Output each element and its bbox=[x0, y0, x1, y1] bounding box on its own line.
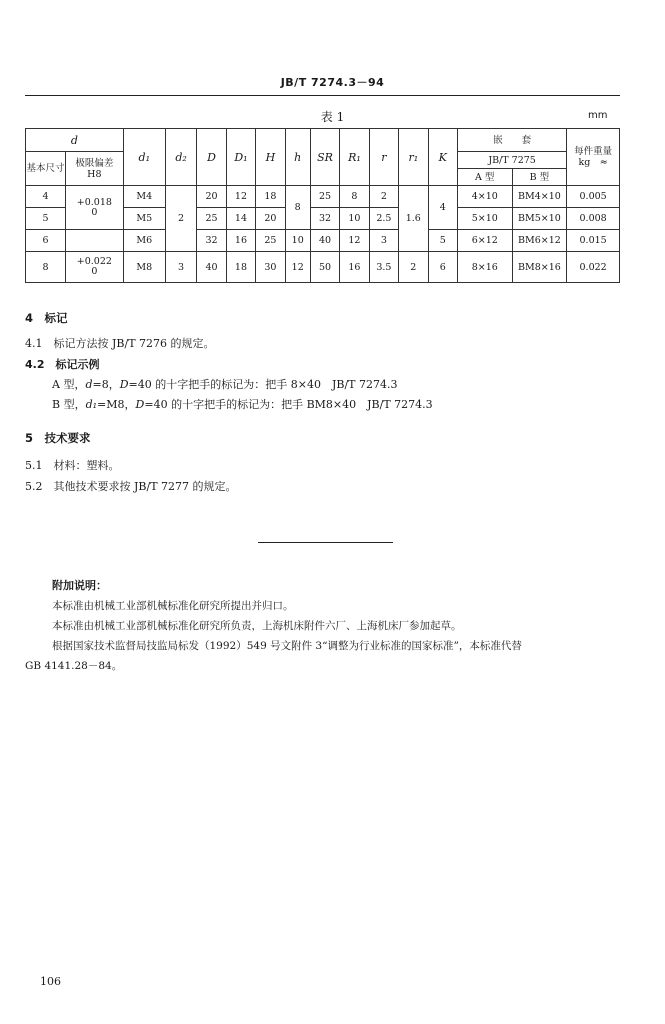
cell-SR: 40 bbox=[310, 230, 339, 252]
note-line-3: 根据国家技术监督局技监局标发（1992）549 号文附件 3“调整为行业标准的国家标准”，本标准代替 bbox=[52, 640, 522, 652]
section-4-1: 4.1 标记方法按 JB/T 7276 的规定。 bbox=[25, 337, 215, 350]
cell-D1: 12 bbox=[226, 186, 255, 208]
example-b-var2: D bbox=[135, 398, 145, 411]
header-d2: d₂ bbox=[165, 129, 197, 186]
section-5-1: 5.1 材料：塑料。 bbox=[25, 459, 120, 472]
cell-d1: M8 bbox=[123, 252, 165, 283]
cell-d1: M6 bbox=[123, 230, 165, 252]
notes-title: 附加说明： bbox=[52, 579, 107, 592]
cell-insert-b: BM6×12 bbox=[512, 230, 567, 252]
cell-R1: 16 bbox=[340, 252, 369, 283]
table-row bbox=[26, 252, 620, 283]
header-d-basic: 基本尺寸 bbox=[26, 152, 66, 186]
cell-tol-empty bbox=[65, 230, 123, 252]
cell-d2-group: 2 bbox=[165, 186, 197, 252]
header-d: d bbox=[26, 129, 124, 152]
header-d-tol-label: 极限偏差 bbox=[75, 157, 114, 169]
header-d-tol-grade: H8 bbox=[87, 168, 102, 180]
cell-tol-large bbox=[65, 252, 123, 283]
cell-r: 3.5 bbox=[369, 252, 398, 283]
cell-r: 3 bbox=[369, 230, 398, 252]
cell-tol-small bbox=[65, 186, 123, 230]
cell-insert-a: 6×12 bbox=[457, 230, 512, 252]
tol-small-upper: +0.018 bbox=[76, 196, 112, 208]
cell-D: 40 bbox=[197, 252, 226, 283]
tol-large-upper: +0.022 bbox=[76, 256, 112, 267]
cell-SR: 50 bbox=[310, 252, 339, 283]
cell-insert-a: 5×10 bbox=[457, 208, 512, 230]
cell-R1: 12 bbox=[340, 230, 369, 252]
cell-h: 12 bbox=[285, 252, 310, 283]
header-d-tol bbox=[65, 152, 123, 186]
header-D: D bbox=[197, 129, 226, 186]
cell-h: 10 bbox=[285, 230, 310, 252]
cell-weight: 0.005 bbox=[567, 186, 620, 208]
cell-d: 5 bbox=[26, 208, 66, 230]
cell-H: 20 bbox=[256, 208, 285, 230]
section-5-2: 5.2 其他技术要求按 JB/T 7277 的规定。 bbox=[25, 480, 237, 493]
cell-D: 25 bbox=[197, 208, 226, 230]
table-title: 表 1 bbox=[320, 110, 345, 124]
marking-example-b bbox=[52, 396, 433, 412]
example-a-post: =40 的十字把手的标记为：把手 8×40 JB/T 7274.3 bbox=[128, 378, 398, 391]
cell-weight: 0.022 bbox=[567, 252, 620, 283]
header-r: r bbox=[369, 129, 398, 186]
header-insert-std: JB/T 7275 bbox=[457, 152, 566, 169]
header-d1: d₁ bbox=[123, 129, 165, 186]
table-row bbox=[26, 186, 620, 208]
cell-K: 5 bbox=[428, 230, 457, 252]
section-divider bbox=[258, 542, 393, 543]
cell-SR: 25 bbox=[310, 186, 339, 208]
cell-weight: 0.008 bbox=[567, 208, 620, 230]
cell-d1: M5 bbox=[123, 208, 165, 230]
note-line-1: 本标准由机械工业部机械标准化研究所提出并归口。 bbox=[52, 600, 294, 612]
cell-r: 2.5 bbox=[369, 208, 398, 230]
section-4-2: 4.2 标记示例 bbox=[25, 358, 100, 371]
cell-D1: 16 bbox=[226, 230, 255, 252]
cell-insert-a: 4×10 bbox=[457, 186, 512, 208]
cell-d2: 3 bbox=[165, 252, 197, 283]
example-a-var2: D bbox=[119, 378, 129, 391]
cell-R1: 10 bbox=[340, 208, 369, 230]
header-weight-label: 每件重量 bbox=[574, 146, 613, 157]
header-K: K bbox=[428, 129, 457, 186]
table-row bbox=[26, 230, 620, 252]
note-line-4: GB 4141.28－84。 bbox=[25, 660, 123, 672]
section-4-title: 4 标记 bbox=[25, 311, 68, 325]
header-weight-unit: kg ≈ bbox=[578, 157, 608, 168]
header-D1: D₁ bbox=[226, 129, 255, 186]
tol-large-lower: 0 bbox=[91, 266, 98, 277]
header-H: H bbox=[256, 129, 285, 186]
cell-weight: 0.015 bbox=[567, 230, 620, 252]
cell-r: 2 bbox=[369, 186, 398, 208]
cell-R1: 8 bbox=[340, 186, 369, 208]
cell-D1: 14 bbox=[226, 208, 255, 230]
cell-D1: 18 bbox=[226, 252, 255, 283]
cell-K: 6 bbox=[428, 252, 457, 283]
header-R1: R₁ bbox=[340, 129, 369, 186]
cell-r1: 2 bbox=[399, 252, 428, 283]
example-b-post: =40 的十字把手的标记为：把手 BM8×40 JB/T 7274.3 bbox=[144, 398, 433, 411]
header-SR: SR bbox=[310, 129, 339, 186]
dimension-table bbox=[25, 128, 620, 283]
example-a-var1: d bbox=[85, 378, 93, 391]
header-insert-title: 嵌 套 bbox=[493, 134, 532, 146]
header-h: h bbox=[285, 129, 310, 186]
header-r1: r₁ bbox=[399, 129, 428, 186]
page-number: 106 bbox=[40, 975, 61, 988]
cell-insert-a: 8×16 bbox=[457, 252, 512, 283]
cell-d: 6 bbox=[26, 230, 66, 252]
section-5-title: 5 技术要求 bbox=[25, 431, 91, 445]
marking-example-a bbox=[52, 376, 398, 392]
cell-D: 32 bbox=[197, 230, 226, 252]
example-b-pre: B 型， bbox=[52, 398, 86, 411]
tol-small-lower: 0 bbox=[91, 206, 98, 218]
cell-h-group: 8 bbox=[285, 186, 310, 230]
header-weight bbox=[567, 129, 620, 186]
cell-d: 4 bbox=[26, 186, 66, 208]
example-b-var1: d₁ bbox=[85, 398, 98, 411]
cell-insert-b: BM8×16 bbox=[512, 252, 567, 283]
cell-r1-group: 1.6 bbox=[399, 186, 428, 252]
cell-H: 25 bbox=[256, 230, 285, 252]
example-a-mid: =8， bbox=[92, 378, 120, 391]
example-a-pre: A 型， bbox=[52, 378, 86, 391]
cell-SR: 32 bbox=[310, 208, 339, 230]
table-unit: mm bbox=[588, 110, 608, 121]
cell-insert-b: BM4×10 bbox=[512, 186, 567, 208]
cell-insert-b: BM5×10 bbox=[512, 208, 567, 230]
header-insert-a: A 型 bbox=[457, 169, 512, 186]
header-insert-b: B 型 bbox=[512, 169, 567, 186]
cell-d1: M4 bbox=[123, 186, 165, 208]
header-insert bbox=[457, 129, 566, 152]
note-line-2: 本标准由机械工业部机械标准化研究所负责，上海机床附件六厂、上海机床厂参加起草。 bbox=[52, 620, 462, 632]
cell-H: 30 bbox=[256, 252, 285, 283]
cell-K-group: 4 bbox=[428, 186, 457, 230]
standard-number-header: JB/T 7274.3－94 bbox=[280, 76, 385, 89]
example-b-mid: =M8， bbox=[97, 398, 136, 411]
cell-D: 20 bbox=[197, 186, 226, 208]
cell-H: 18 bbox=[256, 186, 285, 208]
header-rule bbox=[25, 95, 620, 96]
cell-d: 8 bbox=[26, 252, 66, 283]
